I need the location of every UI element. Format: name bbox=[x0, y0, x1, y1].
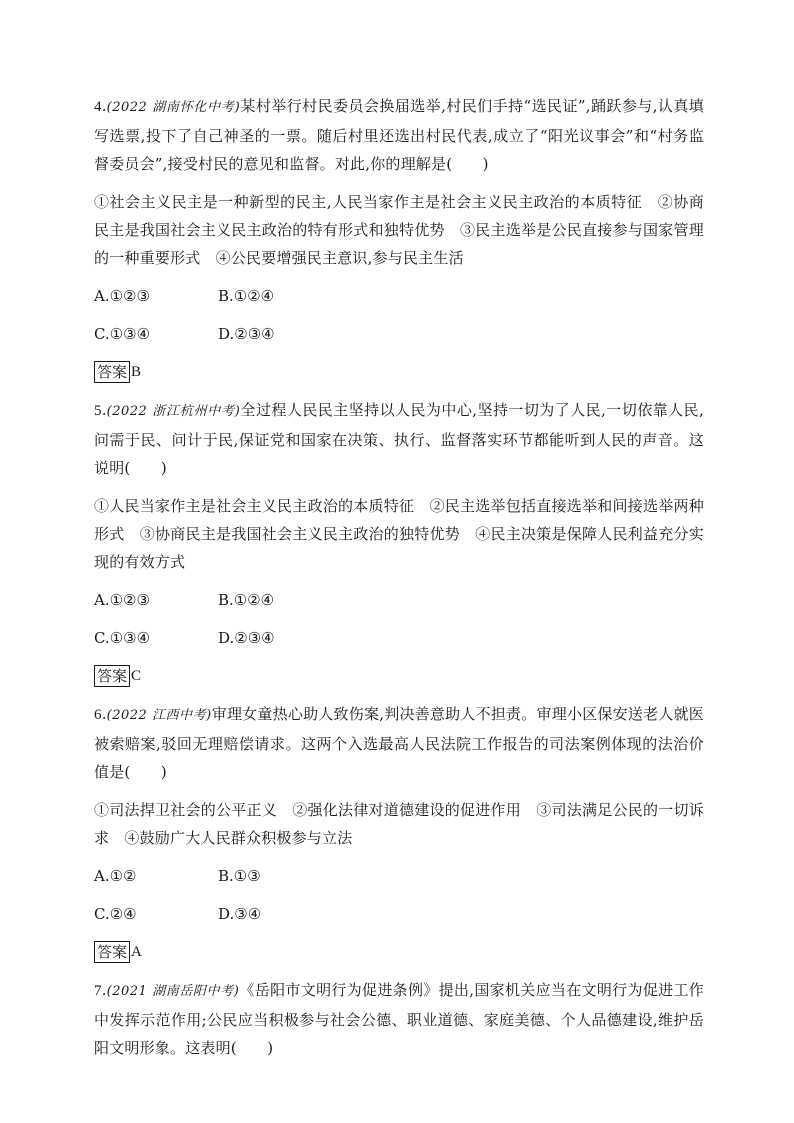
option-b: B.①③ bbox=[218, 867, 261, 885]
question-source: (2022 江西中考) bbox=[106, 708, 212, 723]
question-number: 6 bbox=[94, 707, 102, 723]
question-stem: 4.(2022 湖南怀化中考)某村举行村民委员会换届选举,村民们手持“选民证”,踊跃参与,认真填写选票,投下了自己神圣的一票。随后村里还选出村民代表,成立了“阳光议事会”和“村务监督委员会”,接受村民的意见和监督。对此,你的理解是( ) bbox=[94, 97, 704, 173]
question-statements: ①人民当家作主是社会主义民主政治的本质特征 ②民主选举包括直接选举和间接选举两种形式 ③协商民主是我国社会主义民主政治的独特优势 ④民主决策是保障人民利益充分实现的有效方式 bbox=[94, 497, 704, 571]
answer-value: B bbox=[131, 364, 142, 380]
question-stem: 7.(2021 湖南岳阳中考)《岳阳市文明行为促进条例》提出,国家机关应当在文明行为促进工作中发挥示范作用;公民应当积极参与社会公德、职业道德、家庭美德、个人品德建设,维护岳阳文明形象。这表明( ) bbox=[94, 981, 704, 1057]
question-source: (2022 浙江杭州中考) bbox=[106, 404, 241, 419]
question-number: 4 bbox=[94, 99, 102, 115]
option-d: D.②③④ bbox=[218, 629, 275, 647]
question-source: (2021 湖南岳阳中考) bbox=[106, 984, 240, 999]
question-text: 全过程人民民主坚持以人民为中心,坚持一切为了人民,一切依靠人民,问需于民、问计于民,保证党和国家在决策、执行、监督落实环节都能听到人民的声音。这说明( ) bbox=[94, 401, 704, 477]
option-c: C.①③④ bbox=[94, 629, 151, 647]
option-b: B.①②④ bbox=[218, 591, 275, 609]
question-4 bbox=[94, 92, 704, 384]
question-source: (2022 湖南怀化中考) bbox=[106, 100, 241, 115]
question-6 bbox=[94, 700, 704, 964]
option-a: A.①②③ bbox=[94, 287, 150, 305]
question-stem: 6.(2022 江西中考)审理女童热心助人致伤案,判决善意助人不担责。审理小区保安送老人就医被索赔案,驳回无理赔偿请求。这两个入选最高人民法院工作报告的司法案例体现的法治价值是( ) bbox=[94, 705, 704, 781]
question-7 bbox=[94, 976, 704, 1062]
options bbox=[94, 282, 704, 348]
answer-line bbox=[94, 360, 704, 384]
question-number: 5 bbox=[94, 403, 102, 419]
answer-label-box: 答案 bbox=[94, 361, 130, 383]
question-statements: ①司法捍卫社会的公平正义 ②强化法律对道德建设的促进作用 ③司法满足公民的一切诉求 ④鼓励广大人民群众积极参与立法 bbox=[94, 801, 704, 847]
options bbox=[94, 586, 704, 652]
question-5 bbox=[94, 396, 704, 688]
answer-label-box: 答案 bbox=[94, 941, 130, 963]
document-page bbox=[94, 92, 704, 1062]
question-stem: 5.(2022 浙江杭州中考)全过程人民民主坚持以人民为中心,坚持一切为了人民,一切依靠人民,问需于民、问计于民,保证党和国家在决策、执行、监督落实环节都能听到人民的声音。这说明( ) bbox=[94, 401, 704, 477]
option-a: A.①② bbox=[94, 867, 137, 885]
option-b: B.①②④ bbox=[218, 287, 275, 305]
option-a: A.①②③ bbox=[94, 591, 150, 609]
option-d: D.②③④ bbox=[218, 325, 275, 343]
question-number: 7 bbox=[94, 983, 102, 999]
answer-value: C bbox=[131, 668, 142, 684]
option-d: D.③④ bbox=[218, 905, 262, 923]
question-text: 某村举行村民委员会换届选举,村民们手持“选民证”,踊跃参与,认真填写选票,投下了自己神圣的一票。随后村里还选出村民代表,成立了“阳光议事会”和“村务监督委员会”,接受村民的意见和监督。对此,你的理解是( ) bbox=[94, 97, 704, 173]
answer-line bbox=[94, 940, 704, 964]
question-text: 审理女童热心助人致伤案,判决善意助人不担责。审理小区保安送老人就医被索赔案,驳回无理赔偿请求。这两个入选最高人民法院工作报告的司法案例体现的法治价值是( ) bbox=[94, 705, 704, 781]
question-statements: ①社会主义民主是一种新型的民主,人民当家作主是社会主义民主政治的本质特征 ②协商民主是我国社会主义民主政治的特有形式和独特优势 ③民主选举是公民直接参与国家管理的一种重要形式 ④公民要增强民主意识,参与民主生活 bbox=[94, 193, 704, 267]
answer-value: A bbox=[131, 944, 142, 960]
answer-line bbox=[94, 664, 704, 688]
option-c: C.②④ bbox=[94, 905, 137, 923]
question-text: 《岳阳市文明行为促进条例》提出,国家机关应当在文明行为促进工作中发挥示范作用;公民应当积极参与社会公德、职业道德、家庭美德、个人品德建设,维护岳阳文明形象。这表明( ) bbox=[94, 981, 704, 1057]
option-c: C.①③④ bbox=[94, 325, 151, 343]
options bbox=[94, 862, 704, 928]
answer-label-box: 答案 bbox=[94, 665, 130, 687]
